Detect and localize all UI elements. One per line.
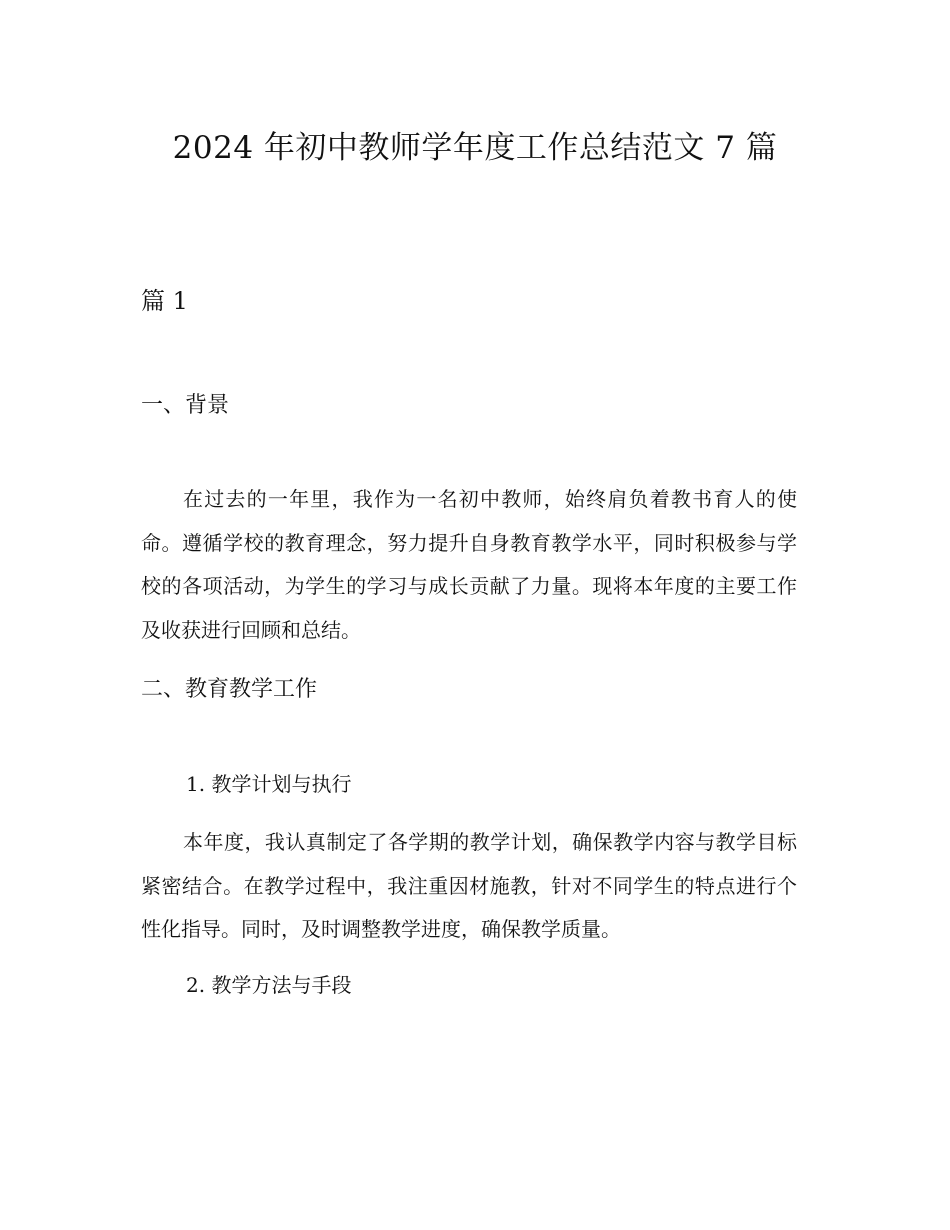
background-paragraph: 在过去的一年里，我作为一名初中教师，始终肩负着教书育人的使命。遵循学校的教育理念，努力提升自身教育教学水平，同时积极参与学校的各项活动，为学生的学习与成长贡献了力量。现将本年度的主要工作及收获进行回顾和总结。 — [141, 487, 797, 642]
section-heading-teaching: 二、教育教学工作 — [141, 677, 318, 702]
plan-paragraph: 本年度，我认真制定了各学期的教学计划，确保教学内容与教学目标紧密结合。在教学过程中，我注重因材施教，针对不同学生的特点进行个性化指导。同时，及时调整教学进度，确保教学质量。 — [141, 830, 797, 941]
subsection-heading-plan: 1. 教学计划与执行 — [186, 772, 352, 796]
chapter-label: 篇 1 — [141, 287, 188, 315]
document-title: 2024 年初中教师学年度工作总结范文 7 篇 — [172, 130, 778, 166]
section-heading-background: 一、背景 — [141, 393, 230, 418]
subsection-heading-methods: 2. 教学方法与手段 — [186, 973, 352, 997]
